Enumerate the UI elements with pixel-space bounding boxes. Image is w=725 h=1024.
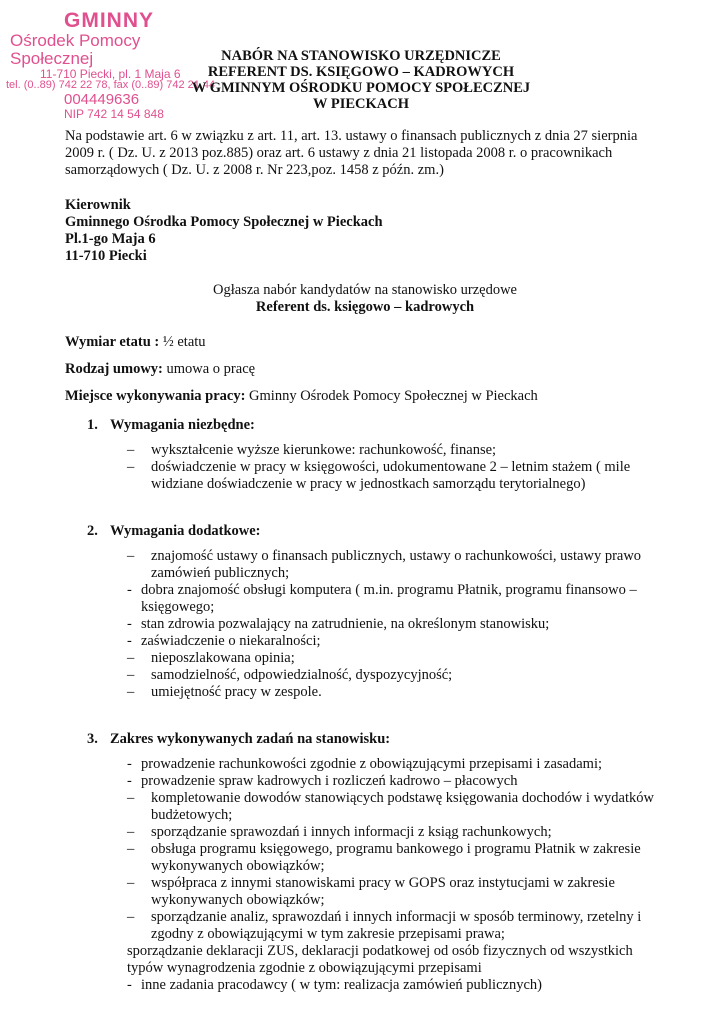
dash-bullet: – [127, 841, 135, 857]
dash-bullet: - [127, 616, 132, 632]
etat-label: Wymiar etatu : [65, 334, 163, 350]
info-umowa [65, 361, 665, 378]
section-number: 3. [87, 731, 98, 747]
miejsce-label: Miejsce wykonywania pracy: [65, 388, 250, 404]
section-title: Zakres wykonywanych zadań na stanowisku: [110, 731, 391, 747]
dash-bullet: – [127, 548, 135, 564]
stamp-line-1: GMINNY [64, 9, 154, 32]
employer-block [65, 197, 665, 265]
duties-list [127, 756, 665, 943]
legal-basis: Na podstawie art. 6 w związku z art. 11, art. 13. ustawy o finansach publicznych z dnia 27 sierpnia 2009 r. ( Dz. U. z 2013 poz.885) oraz art. 6 ustawy z dnia 21 listopada 2008 r. o pracownikach samorządowych ( Dz. U. z 2008 r. Nr 223,poz. 1458 z późn. zm.) [65, 128, 638, 178]
list-item: – współpraca z innymi stanowiskami pracy w GOPS oraz instytucjami w zakresie wykonywanych obowiązków; [127, 875, 615, 908]
list-item: – znajomość ustawy o finansach publicznych, ustawy o rachunkowości, ustawy prawo zamówień publicznych; [127, 548, 642, 581]
section-title: Wymagania niezbędne: [110, 417, 255, 433]
stamp-line-2: Ośrodek Pomocy Społecznej [10, 31, 141, 68]
title-line: REFERENT DS. KSIĘGOWO – KADROWYCH [207, 64, 515, 80]
list-item: – sporządzanie analiz, sprawozdań i innych informacji w sposób terminowy, rzetelny i zgodny z obowiązującymi w tym zakresie przepisami prawa; [127, 909, 642, 942]
employer-line: Gminnego Ośrodka Pomocy Społecznej w Pieckach [65, 214, 383, 230]
list-item: – wykształcenie wyższe kierunkowe: rachunkowość, finanse; [127, 442, 497, 458]
list-item: – kompletowanie dowodów stanowiących podstawę księgowania dochodów i wydatków budżetowych; [127, 790, 654, 823]
info-miejsce [65, 388, 665, 405]
section-heading [87, 417, 665, 434]
list-item: - zaświadczenie o niekaralności; [127, 633, 321, 649]
list-item: - inne zadania pracodawcy ( w tym: realizacja zamówień publicznych) [127, 977, 542, 993]
dash-bullet: - [127, 756, 132, 772]
section-number: 1. [87, 417, 98, 433]
miejsce-value: Gminny Ośrodek Pomocy Społecznej w Pieckach [249, 388, 538, 404]
dash-bullet: – [127, 824, 135, 840]
list-item: – nieposzlakowana opinia; [127, 650, 295, 666]
dash-bullet: – [127, 459, 135, 475]
stamp-phone: tel. (0..89) 742 22 78, fax (0..89) 742 21 44 [6, 79, 216, 92]
list-item: – doświadczenie w pracy w księgowości, udokumentowane 2 – letnim stażem ( mile widziane doświadczenie w pracy w jednostkach samorządu terytorialnego) [127, 459, 631, 492]
duties-list-tail [127, 977, 665, 994]
umowa-value: umowa o pracę [166, 361, 256, 377]
stamp-nip: NIP 742 14 54 848 [64, 106, 164, 121]
document-body [65, 128, 665, 994]
title-line: NABÓR NA STANOWISKO URZĘDNICZE [221, 48, 501, 64]
section-heading [87, 731, 665, 748]
title-line: W PIECKACH [312, 96, 409, 112]
list-item: - prowadzenie rachunkowości zgodnie z obowiązującymi przepisami i zasadami; [127, 756, 603, 772]
section-number: 2. [87, 523, 98, 539]
list-item: – obsługa programu księgowego, programu bankowego i programu Płatnik w zakresie wykonywanych obowiązków; [127, 841, 641, 874]
dash-bullet: – [127, 667, 135, 683]
dash-bullet: – [127, 442, 135, 458]
stamp-address: 11-710 Piecki, pl. 1 Maja 6 [40, 66, 181, 81]
document-title [186, 48, 536, 112]
list-item: - prowadzenie spraw kadrowych i rozliczeń kadrowo – płacowych [127, 773, 518, 789]
dash-bullet: – [127, 684, 135, 700]
announcement-text: Ogłasza nabór kandydatów na stanowisko urzędowe [212, 282, 517, 298]
title-line: W GMINNYM OŚRODKU POMOCY SPOŁECZNEJ [191, 80, 531, 96]
dash-bullet: - [127, 582, 132, 598]
dash-bullet: - [127, 977, 132, 993]
list-item: – samodzielność, odpowiedzialność, dyspozycyjność; [127, 667, 453, 683]
list-item: - dobra znajomość obsługi komputera ( m.in. programu Płatnik, programu finansowo – księgowego; [127, 582, 637, 615]
additional-requirements-list [127, 548, 665, 701]
position-name: Referent ds. księgowo – kadrowych [255, 299, 475, 315]
list-item: - stan zdrowia pozwalający na zatrudnienie, na określonym stanowisku; [127, 616, 550, 632]
announcement [65, 282, 665, 316]
dash-bullet: - [127, 773, 132, 789]
umowa-label: Rodzaj umowy: [65, 361, 167, 377]
requirements-list [127, 442, 665, 493]
info-etat [65, 334, 665, 351]
employer-line: Pl.1-go Maja 6 [65, 231, 156, 247]
list-item: – sporządzanie sprawozdań i innych informacji z ksiąg rachunkowych; [127, 824, 552, 840]
plain-paragraph: sporządzanie deklaracji ZUS, deklaracji podatkowej od osób fizycznych od wszystkich typów wynagrodzenia zgodnie z obowiązującymi przepisami [127, 943, 633, 976]
dash-bullet: – [127, 650, 135, 666]
dash-bullet: - [127, 633, 132, 649]
list-item: – umiejętność pracy w zespole. [127, 684, 322, 700]
dash-bullet: – [127, 875, 135, 891]
employer-line: 11-710 Piecki [65, 248, 147, 264]
section-heading [87, 523, 665, 540]
stamp-regon: 004449636 [64, 90, 140, 108]
dash-bullet: – [127, 909, 135, 925]
section-title: Wymagania dodatkowe: [110, 523, 261, 539]
etat-value: ½ etatu [162, 334, 206, 350]
employer-line: Kierownik [65, 197, 131, 213]
dash-bullet: – [127, 790, 135, 806]
